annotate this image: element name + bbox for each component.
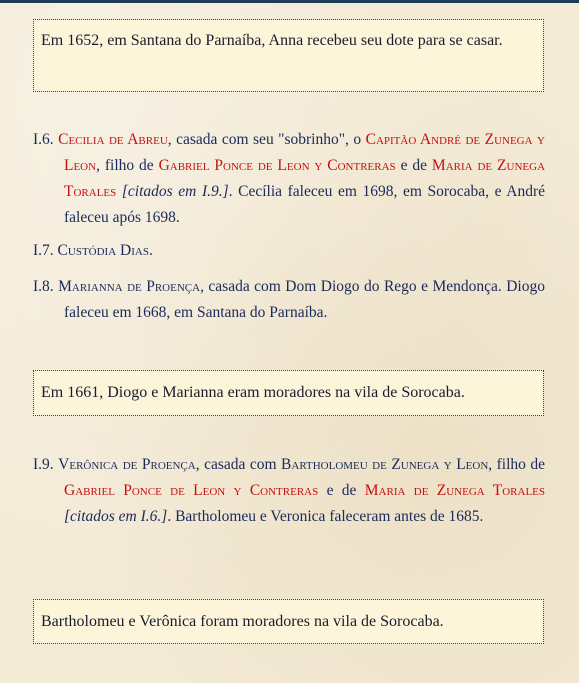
genealogy-entry-i7: [33, 238, 545, 264]
note-box-dote: [33, 19, 544, 92]
entry-text: , filho de: [96, 157, 159, 174]
person-name-cecilia: Cecilia de Abreu: [58, 131, 168, 148]
link-gabriel-ponce[interactable]: Gabriel Ponce de Leon y Contreras: [64, 482, 319, 499]
genealogy-entry-i9: [33, 452, 545, 530]
entry-number: I.6.: [33, 131, 59, 148]
genealogy-entry-i8: [33, 274, 545, 326]
link-gabriel-ponce[interactable]: Gabriel Ponce de Leon y Contreras: [158, 157, 396, 174]
entry-text: e de: [395, 157, 432, 174]
link-andre-de-zunega[interactable]: Capitão André de Zunega y Leon: [64, 131, 545, 174]
top-border: [0, 0, 579, 3]
entry-text: , casada com seu "sobrinho", o: [167, 131, 366, 148]
entry-text: , filho de: [488, 456, 546, 473]
link-maria-de-zunega[interactable]: Maria de Zunega Torales: [64, 157, 546, 200]
entry-text: .: [148, 242, 153, 259]
note-box-moradores-bartholomeu: [33, 599, 544, 644]
entry-text: e de: [318, 482, 365, 499]
note-box-moradores-1661: [33, 370, 544, 416]
citation-reference: [citados em I.6.]: [64, 508, 168, 525]
person-name-veronica: Verônica de Proença: [58, 456, 196, 473]
entry-text: , casada com Dom Diogo do Rego e Mendonça. Diogo faleceu em 1668, em Santana do Parnaíba.: [64, 278, 545, 321]
note-dote-text: Em 1652, em Santana do Parnaíba, Anna recebeu seu dote para se casar.: [41, 32, 503, 49]
note-moradores-bartholomeu-text: Bartholomeu e Verônica foram moradores na vila de Sorocaba.: [41, 613, 444, 630]
entry-text: . Bartholomeu e Veronica faleceram antes de 1685.: [167, 508, 484, 525]
entry-text: , casada com: [195, 456, 282, 473]
person-name-marianna: Marianna de Proença: [58, 278, 201, 295]
genealogy-entry-i6: [33, 127, 545, 231]
link-maria-de-zunega[interactable]: Maria de Zunega Torales: [364, 482, 546, 499]
entry-text: . Cecília faleceu em 1698, em Sorocaba, e André faleceu após 1698.: [64, 183, 546, 226]
person-name-bartholomeu: Bartholomeu de Zunega y Leon: [281, 456, 489, 473]
entry-number: I.8.: [33, 278, 59, 295]
entry-number: I.7.: [33, 242, 58, 259]
note-moradores-1661-text: Em 1661, Diogo e Marianna eram moradores na vila de Sorocaba.: [41, 384, 465, 401]
citation-reference: [citados em I.9.]: [121, 183, 229, 200]
person-name-custodia: Custódia Dias: [57, 242, 149, 259]
entry-number: I.9.: [33, 456, 59, 473]
